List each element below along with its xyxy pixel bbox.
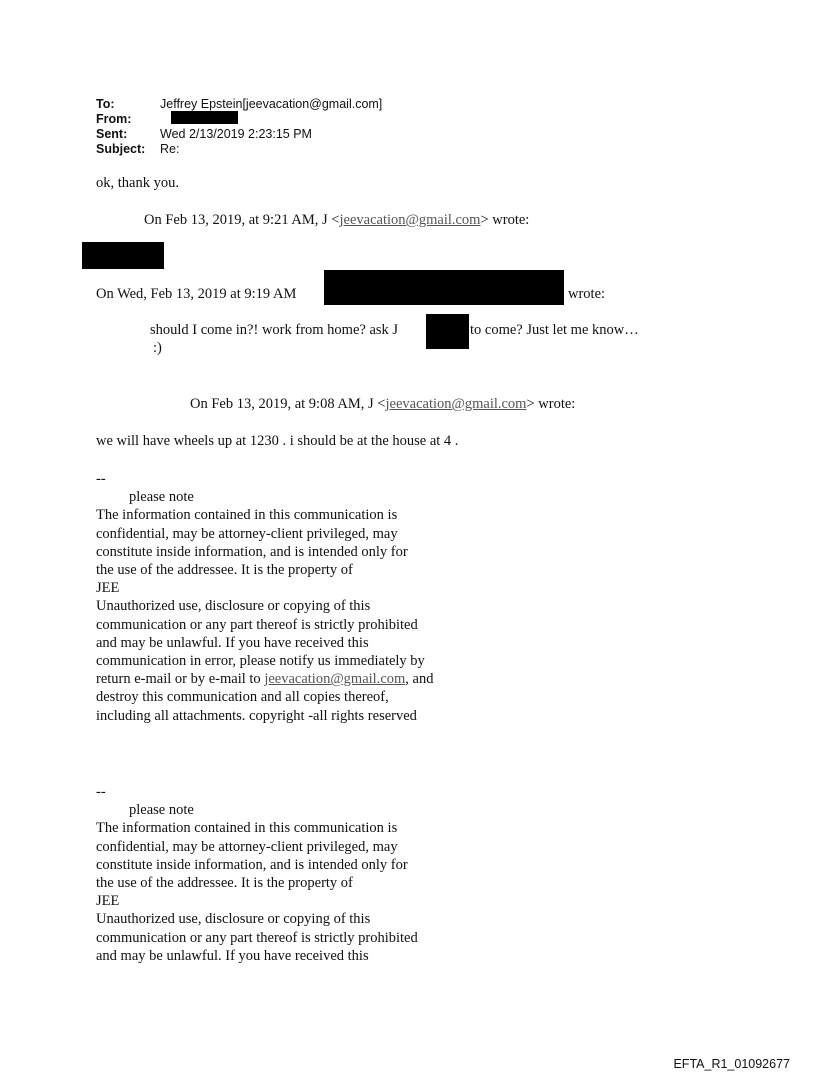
disclaimer-line: including all attachments. copyright -all rights reserved: [96, 707, 417, 724]
disclaimer-line: JEE: [96, 580, 120, 597]
redaction-box: [426, 314, 469, 349]
disclaimer-1: [96, 470, 433, 725]
message-line-2: :): [153, 340, 162, 356]
disclaimer-line: constitute inside information, and is intended only for: [96, 543, 408, 560]
wheels-text: we will have wheels up at 1230 . i should be at the house at 4 .: [96, 433, 459, 449]
email-link[interactable]: jeevacation@gmail.com: [264, 671, 406, 688]
from-label: From:: [96, 112, 132, 126]
reply-text: ok, thank you.: [96, 175, 179, 191]
redaction-box: [324, 270, 564, 305]
quote-header-3: [190, 396, 575, 413]
disclaimer-line: destroy this communication and all copies thereof,: [96, 689, 389, 706]
message-line-1b: to come? Just let me know…: [470, 322, 639, 338]
quote-prefix: On Feb 13, 2019, at 9:21 AM, J <: [144, 212, 340, 228]
disclaimer-line: The information contained in this communication is: [96, 507, 398, 524]
quote-header-1: [144, 212, 529, 229]
quote-suffix: > wrote:: [480, 212, 530, 228]
quote-header-2-suffix: wrote:: [568, 286, 606, 302]
disclaimer-line: Unauthorized use, disclosure or copying of this: [96, 911, 371, 928]
email-prefix: return e-mail or by e-mail to: [96, 671, 265, 688]
sent-value: Wed 2/13/2019 2:23:15 PM: [160, 127, 312, 141]
disclaimer-line: The information contained in this communication is: [96, 820, 398, 837]
disclaimer-line: communication or any part thereof is strictly prohibited: [96, 616, 418, 633]
disclaimer-line: communication in error, please notify us immediately by: [96, 653, 425, 670]
subject-value: Re:: [160, 142, 180, 156]
redaction-box: [82, 242, 164, 269]
disclaimer-line: Unauthorized use, disclosure or copying of this: [96, 598, 371, 615]
email-suffix: , and: [405, 671, 434, 688]
disclaimer-line: communication or any part thereof is strictly prohibited: [96, 929, 418, 946]
to-label: To:: [96, 97, 115, 111]
separator: --: [96, 784, 106, 800]
disclaimer-line: and may be unlawful. If you have received this: [96, 947, 369, 964]
sent-label: Sent:: [96, 127, 128, 141]
disclaimer-line: and may be unlawful. If you have received this: [96, 634, 369, 651]
email-link[interactable]: jeevacation@gmail.com: [339, 212, 481, 228]
disclaimer-line: please note: [129, 802, 194, 819]
disclaimer-line: confidential, may be attorney-client privileged, may: [96, 525, 398, 542]
redaction-box: [171, 111, 238, 124]
quote-header-2: On Wed, Feb 13, 2019 at 9:19 AM: [96, 286, 297, 302]
subject-label: Subject:: [96, 142, 146, 156]
email-link[interactable]: jeevacation@gmail.com: [385, 396, 527, 412]
disclaimer-line: the use of the addressee. It is the property of: [96, 562, 353, 579]
disclaimer-line: [96, 670, 433, 688]
disclaimer-line: JEE: [96, 893, 120, 910]
disclaimer-2: [96, 783, 418, 965]
disclaimer-line: please note: [129, 489, 194, 506]
message-line-1a: should I come in?! work from home? ask J: [150, 322, 399, 338]
disclaimer-line: constitute inside information, and is intended only for: [96, 856, 408, 873]
to-value: Jeffrey Epstein[jeevacation@gmail.com]: [160, 97, 383, 111]
quote-prefix: On Feb 13, 2019, at 9:08 AM, J <: [190, 396, 386, 412]
disclaimer-line: confidential, may be attorney-client privileged, may: [96, 838, 398, 855]
quote-suffix: > wrote:: [526, 396, 576, 412]
disclaimer-line: the use of the addressee. It is the property of: [96, 875, 353, 892]
document-id: EFTA_R1_01092677: [673, 1057, 790, 1071]
separator: --: [96, 471, 106, 487]
